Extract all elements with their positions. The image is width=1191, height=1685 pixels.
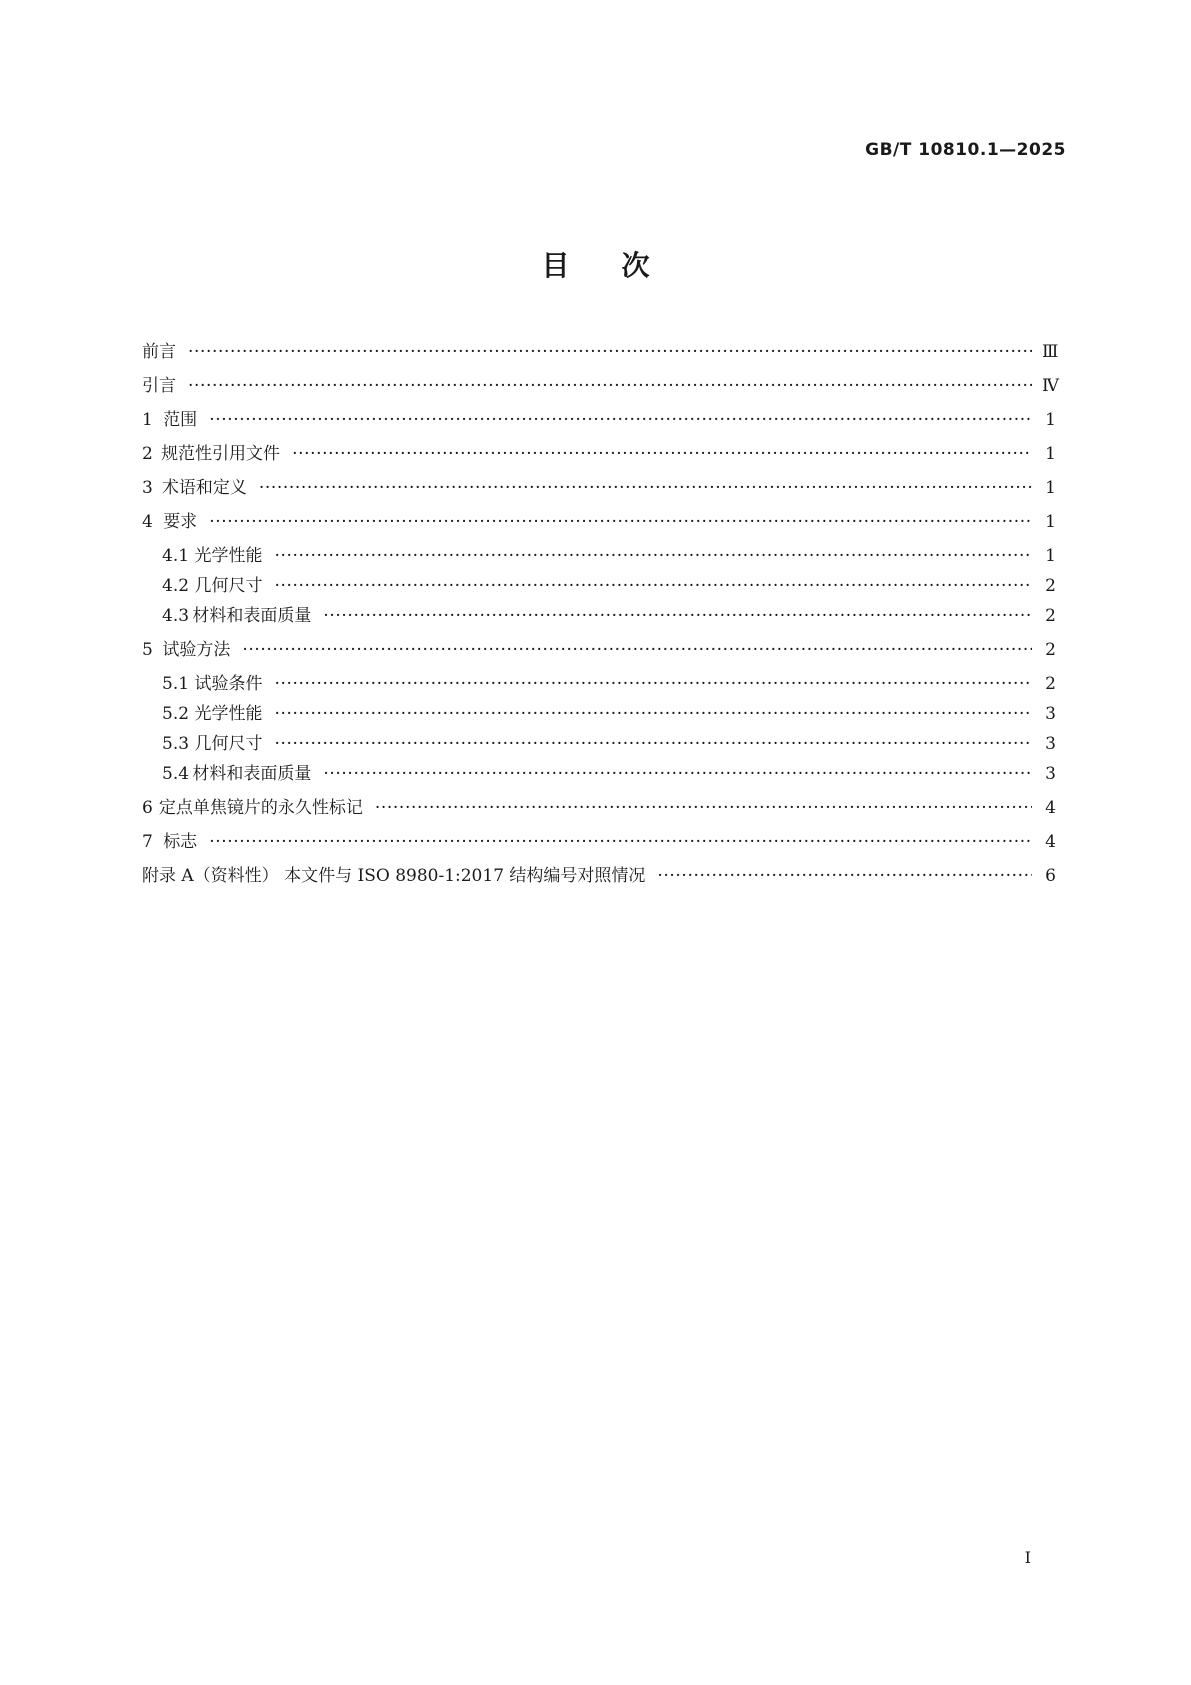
toc-entry-number: 4.1 — [162, 546, 190, 566]
toc-entry-5-3[interactable] — [142, 730, 1056, 758]
toc-entry-page: 1 — [1045, 410, 1056, 430]
page-title: 目次 — [541, 249, 702, 282]
toc-entry-label: 材料和表面质量 — [192, 764, 312, 784]
toc-leader-dots — [323, 760, 1032, 788]
toc-entry-number: 5.4 — [162, 764, 190, 784]
toc-leader-dots — [209, 406, 1032, 434]
toc-entry-number: 1 — [142, 410, 153, 430]
toc-entry-page: 6 — [1045, 866, 1056, 886]
toc-entry-page: 4 — [1045, 798, 1056, 818]
page-number: I — [1024, 1548, 1031, 1567]
toc-entry-label: 要求 — [163, 512, 198, 532]
toc-entry-label: 材料和表面质量 — [192, 606, 312, 626]
toc-entry-5-1[interactable] — [142, 670, 1056, 698]
toc-leader-dots — [242, 636, 1032, 664]
toc-entry-label: 引言 — [142, 376, 176, 396]
toc-entry-4-3[interactable] — [142, 602, 1056, 630]
toc-entry-number: 3 — [142, 478, 153, 498]
toc-entry-page: Ⅳ — [1042, 376, 1059, 396]
toc-leader-dots — [657, 862, 1032, 890]
toc-entry-page: 3 — [1045, 704, 1056, 724]
toc-entry-label: 范围 — [163, 410, 198, 430]
toc-entry-page: 2 — [1045, 674, 1056, 694]
toc-entry-label: 光学性能 — [194, 546, 263, 566]
toc-entry-page: Ⅲ — [1042, 342, 1059, 362]
toc-entry-1[interactable] — [142, 406, 1056, 434]
toc-entry-number: 4.3 — [162, 606, 190, 626]
toc-entry-introduction[interactable] — [142, 372, 1059, 400]
table-of-contents — [142, 338, 1059, 890]
toc-entry-4-1[interactable] — [142, 542, 1056, 570]
toc-entry-number: 7 — [142, 832, 153, 852]
toc-entry-label: 试验条件 — [194, 674, 263, 694]
toc-entry-label: 标志 — [163, 832, 198, 852]
toc-entry-4-2[interactable] — [142, 572, 1056, 600]
toc-entry-5-2[interactable] — [142, 700, 1056, 728]
toc-entry-page: 1 — [1045, 444, 1056, 464]
toc-entry-page: 2 — [1045, 576, 1056, 596]
toc-entry-page: 4 — [1045, 832, 1056, 852]
toc-entry-number: 2 — [142, 444, 153, 464]
toc-leader-dots — [259, 474, 1032, 502]
toc-entry-page: 2 — [1045, 606, 1056, 626]
toc-entry-page: 1 — [1045, 478, 1056, 498]
toc-entry-page: 3 — [1045, 734, 1056, 754]
toc-entry-label: 前言 — [142, 342, 176, 362]
toc-entry-annex-a[interactable] — [142, 862, 1056, 890]
toc-entry-page: 2 — [1045, 640, 1056, 660]
toc-leader-dots — [275, 700, 1032, 728]
toc-entry-number: 4.2 — [162, 576, 190, 596]
toc-entry-label: 试验方法 — [162, 640, 231, 660]
toc-entry-2[interactable] — [142, 440, 1056, 468]
toc-leader-dots — [292, 440, 1032, 468]
toc-entry-label: 附录 A（资料性） 本文件与 ISO 8980-1:2017 结构编号对照情况 — [142, 866, 646, 886]
toc-leader-dots — [375, 794, 1032, 822]
toc-leader-dots — [275, 542, 1032, 570]
toc-entry-number: 5.3 — [162, 734, 190, 754]
toc-entry-number: 6 — [142, 798, 153, 818]
toc-entry-label: 规范性引用文件 — [161, 444, 281, 464]
toc-entry-label: 光学性能 — [194, 704, 263, 724]
toc-leader-dots — [275, 572, 1032, 600]
toc-entry-page: 1 — [1045, 546, 1056, 566]
toc-leader-dots — [209, 828, 1032, 856]
toc-entry-number: 5.2 — [162, 704, 190, 724]
toc-entry-label: 定点单焦镜片的永久性标记 — [158, 798, 363, 818]
toc-leader-dots — [209, 508, 1032, 536]
toc-entry-foreword[interactable] — [142, 338, 1059, 366]
toc-leader-dots — [188, 372, 1032, 400]
toc-entry-6[interactable] — [142, 794, 1056, 822]
toc-leader-dots — [323, 602, 1032, 630]
document-code: GB/T 10810.1—2025 — [865, 140, 1066, 160]
toc-entry-label: 几何尺寸 — [194, 576, 263, 596]
toc-entry-4[interactable] — [142, 508, 1056, 536]
toc-entry-3[interactable] — [142, 474, 1056, 502]
toc-entry-7[interactable] — [142, 828, 1056, 856]
toc-entry-5[interactable] — [142, 636, 1056, 664]
toc-leader-dots — [188, 338, 1032, 366]
toc-entry-label: 几何尺寸 — [194, 734, 263, 754]
toc-entry-number: 5.1 — [162, 674, 190, 694]
toc-entry-page: 1 — [1045, 512, 1056, 532]
toc-entry-number: 5 — [142, 640, 153, 660]
toc-entry-page: 3 — [1045, 764, 1056, 784]
toc-entry-5-4[interactable] — [142, 760, 1056, 788]
toc-leader-dots — [275, 670, 1032, 698]
toc-entry-label: 术语和定义 — [161, 478, 247, 498]
toc-leader-dots — [275, 730, 1032, 758]
toc-entry-number: 4 — [142, 512, 153, 532]
